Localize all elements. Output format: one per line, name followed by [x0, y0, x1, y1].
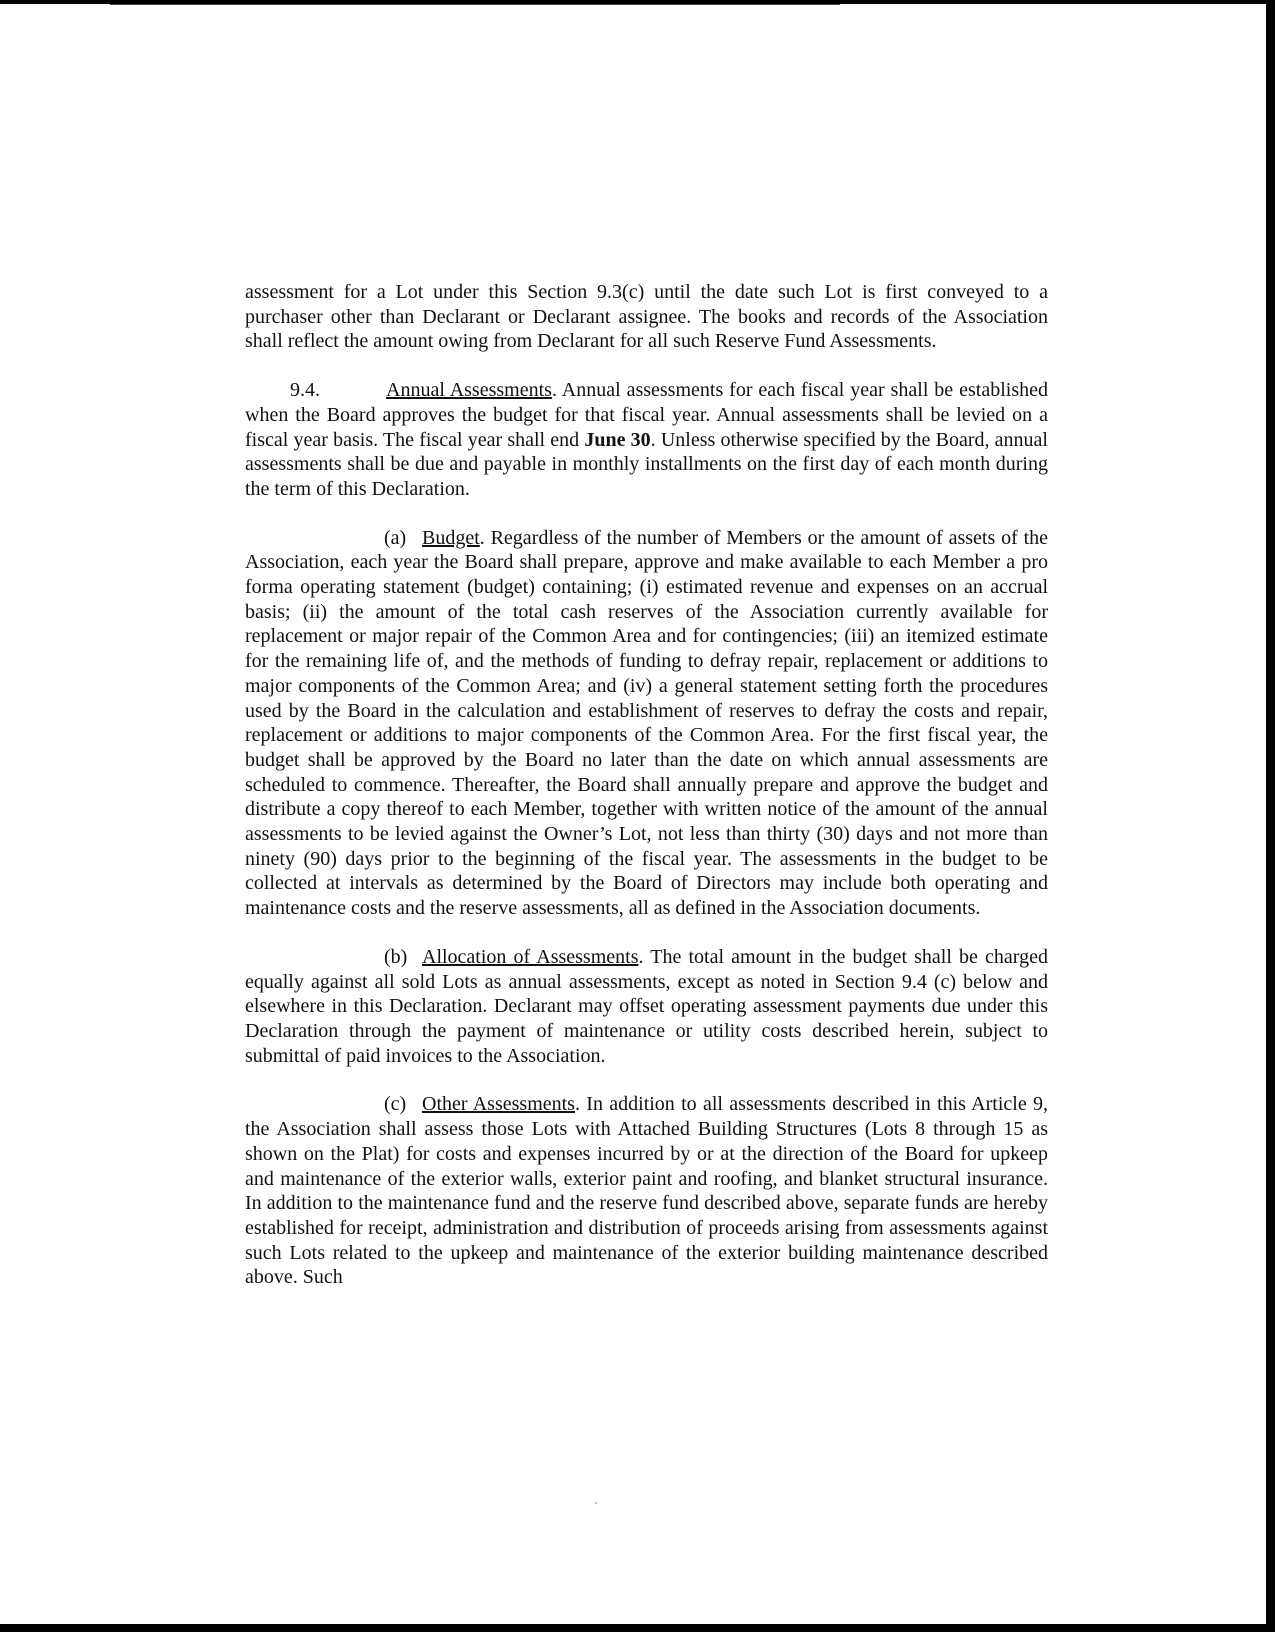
- subsection-a: [245, 526, 1048, 921]
- document-page: [0, 4, 1266, 1624]
- section-number: 9.4.: [290, 379, 320, 402]
- subsection-c: [245, 1092, 1048, 1290]
- subsection-b-heading: Allocation of Assessments: [422, 945, 639, 968]
- subsection-c-heading: Other Assessments: [422, 1093, 575, 1116]
- subsection-a-text: . Regardless of the number of Members or the amount of assets of the Association, each year the Board shall prepare, approve and make available to each Member a pro forma operating statement (budget) containing; (i) estimated revenue and expenses on an accrual basis; (ii) the amount of the total cash reserves of the Association currently available for replacement or major repair of the Common Area and for contingencies; (iii) an itemized estimate for the remaining life of, and the methods of funding to defray repair, replacement or additions to major components of the Common Area; and (iv) a general statement setting forth the procedures used by the Board in the calculation and establishment of reserves to defray the costs and repair, replacement or additions to major components of the Common Area. For the first fiscal year, the budget shall be approved by the Board no later than the date on which annual assessments are scheduled to commence. Thereafter, the Board shall annually prepare and approve the budget and distribute a copy thereof to each Member, together with written notice of the amount of the annual assessments to be levied against the Owner’s Lot, not less than thirty (30) days and not more than ninety (90) days prior to the beginning of the fiscal year. The assessments in the budget to be collected at intervals as determined by the Board of Directors may include both operating and maintenance costs and the reserve assessments, all as defined in the Association documents.: [245, 526, 1048, 920]
- subsection-b-label: (b): [384, 945, 408, 968]
- section-9-4: [245, 378, 1048, 502]
- subsection-a-heading: Budget: [422, 526, 480, 549]
- scan-mark: [595, 1502, 597, 1504]
- subsection-c-text: . In addition to all assessments described in this Article 9, the Association shall assess those Lots with Attached Building Structures (Lots 8 through 15 as shown on the Plat) for costs and expenses incurred by or at the direction of the Board for upkeep and maintenance of the exterior walls, exterior paint and roofing, and blanket structural insurance. In addition to the maintenance fund and the reserve fund described above, separate funds are hereby established for receipt, administration and distribution of proceeds arising from assessments against such Lots related to the upkeep and maintenance of the exterior building maintenance described above. Such: [245, 1093, 1049, 1289]
- subsection-a-label: (a): [384, 526, 407, 549]
- section-heading: Annual Assessments: [386, 379, 552, 402]
- subsection-b-text: . The total amount in the budget shall be charged equally against all sold Lots as annual assessments, except as noted in Section 9.4 (c) below and elsewhere in this Declaration. Declarant may offset operating assessment payments due under this Declaration through the payment of maintenance or utility costs described herein, subject to submittal of paid invoices to the Association.: [245, 945, 1048, 1067]
- subsection-c-label: (c): [384, 1093, 407, 1116]
- paragraph-continuation: [245, 280, 1048, 354]
- fiscal-year-end: June 30: [584, 428, 651, 451]
- top-rule: [110, 4, 840, 5]
- section-text-a: . Annual assessments for each fiscal year shall be established when the Board approves the budget for that fiscal year. Annual assessments shall be levied on a fiscal year basis. The fiscal year shall end: [245, 379, 1048, 451]
- document-body: [245, 280, 1048, 1314]
- section-text-b: . Unless otherwise specified by the Board, annual assessments shall be due and payable in monthly installments on the first day of each month during the term of this Declaration.: [245, 428, 1048, 500]
- subsection-b: [245, 945, 1048, 1069]
- paragraph-continuation-text: assessment for a Lot under this Section 9.3(c) until the date such Lot is first conveyed to a purchaser other than Declarant or Declarant assignee. The books and records of the Association shall reflect the amount owing from Declarant for all such Reserve Fund Assessments.: [245, 281, 1048, 353]
